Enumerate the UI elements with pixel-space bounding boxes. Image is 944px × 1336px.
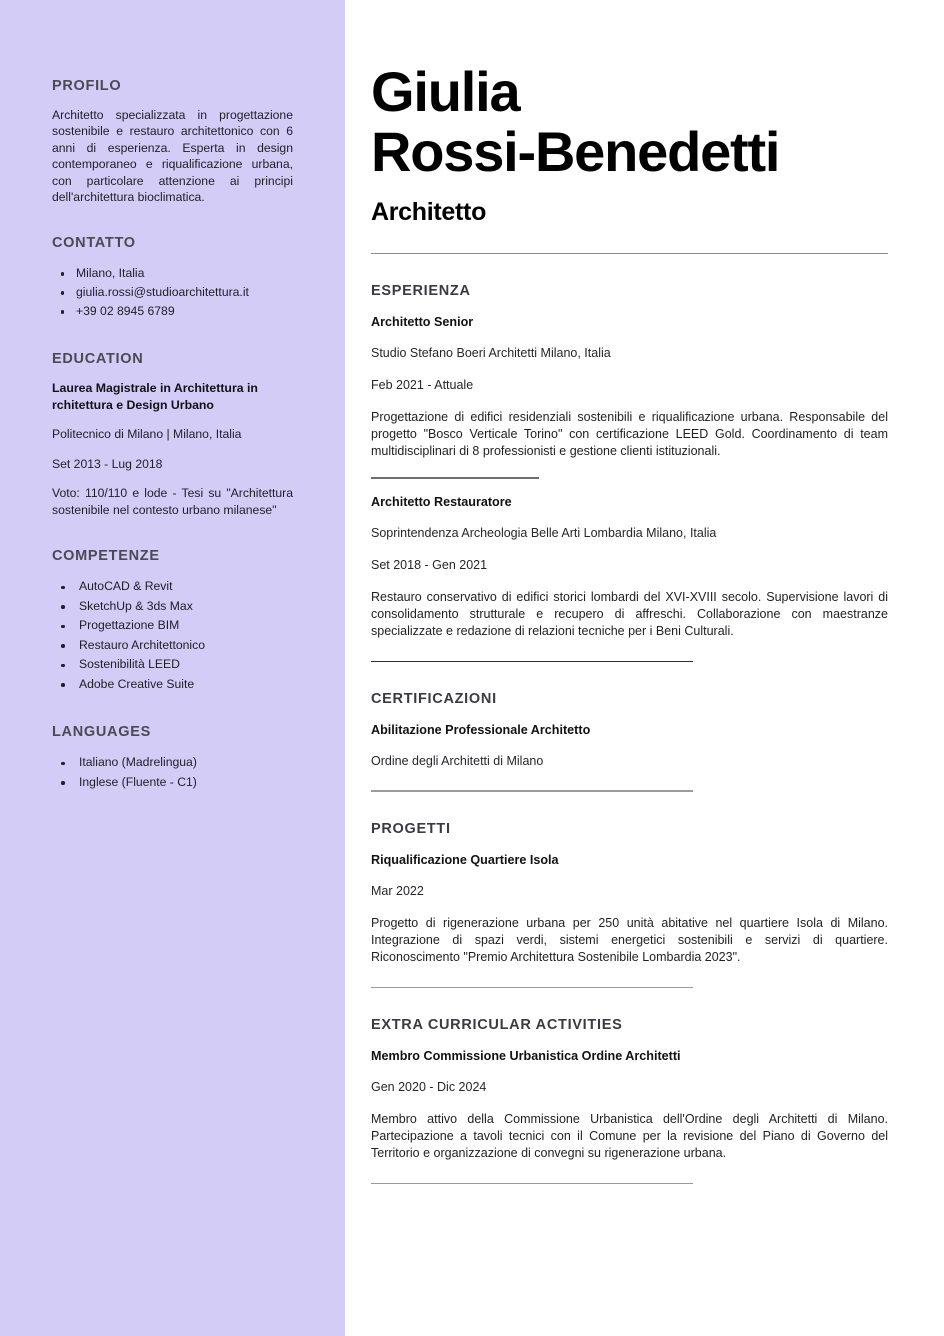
section-esperienza [371,283,888,662]
certification-title: Abilitazione Professionale Architetto [371,723,591,738]
job-title: Architetto Restauratore [371,494,512,509]
list-item: Inglese (Fluente - C1) [52,773,293,793]
competenze-heading: COMPETENZE [52,548,160,565]
sidebar [0,0,345,1336]
languages-list [52,753,293,792]
languages-heading: LANGUAGES [52,724,151,741]
list-item: Italiano (Madrelingua) [52,753,293,773]
experience-entry [371,315,888,460]
section-languages [52,724,293,792]
job-employer: Studio Stefano Boeri Architetti Milano, Italia [371,346,611,361]
profilo-text: Architetto specializzata in progettazione sostenibile e restauro architettonico con 6 anni di esperienza. Esperta in design contemporaneo e riqualificazione urbana, con particolare attenzione ai principi dell'architettura bioclimatica. [52,108,293,205]
project-description: Progetto di rigenerazione urbana per 250 unità abitative nel quartiere Isola di Milano. Integrazione di spazi verdi, sistemi energetici sostenibili e servizi di quartiere. Riconoscimento "Premio Architettura Sostenibile Lombardia 2023". [371,915,888,964]
education-heading: EDUCATION [52,351,144,368]
progetti-heading: PROGETTI [371,820,451,837]
job-dates: Set 2018 - Gen 2021 [371,557,488,572]
list-item: Milano, Italia [52,264,293,283]
extra-title: Membro Commissione Urbanistica Ordine Architetti [371,1048,681,1063]
header-divider [371,253,888,254]
education-detail: Voto: 110/110 e lode - Tesi su "Architettura sostenibile nel contesto urbano milanese" [52,486,293,517]
section-profilo [52,78,293,205]
profilo-heading: PROFILO [52,78,122,94]
project-title: Riqualificazione Quartiere Isola [371,852,559,867]
experience-entry [371,495,888,640]
job-employer: Soprintendenza Archeologia Belle Arti Lombardia Milano, Italia [371,525,717,540]
entry-divider [371,477,539,479]
list-item: +39 02 8945 6789 [52,302,293,321]
section-extra-curricular [371,1017,888,1184]
certification-issuer: Ordine degli Architetti di Milano [371,754,544,769]
list-item: Restauro Architettonico [52,636,293,656]
section-contatto [52,235,293,321]
main-column [345,0,944,1336]
section-divider [371,790,693,791]
last-name: Rossi-Benedetti [371,120,780,183]
education-school: Politecnico di Milano | Milano, Italia [52,427,242,442]
contatto-heading: CONTATTO [52,235,136,252]
education-dates: Set 2013 - Lug 2018 [52,456,163,471]
list-item: Adobe Creative Suite [52,675,293,695]
section-education [52,351,293,518]
project-date: Mar 2022 [371,883,424,898]
section-divider [371,1183,693,1184]
section-divider [371,987,693,988]
page-title [371,62,888,182]
section-divider [371,661,693,663]
extra-dates: Gen 2020 - Dic 2024 [371,1079,487,1094]
education-degree: Laurea Magistrale in Architettura in rchitettura e Design Urbano [52,381,258,412]
list-item: AutoCAD & Revit [52,577,293,597]
first-name: Giulia [371,60,520,123]
job-role: Architetto [371,198,487,226]
skills-list [52,577,293,694]
job-dates: Feb 2021 - Attuale [371,378,474,393]
list-item: SketchUp & 3ds Max [52,597,293,617]
section-competenze [52,548,293,694]
certificazioni-heading: CERTIFICAZIONI [371,691,497,708]
contact-list [52,264,293,321]
extra-curricular-heading: EXTRA CURRICULAR ACTIVITIES [371,1016,623,1033]
section-progetti [371,821,888,988]
extra-description: Membro attivo della Commissione Urbanistica dell'Ordine degli Architetti di Milano. Partecipazione a tavoli tecnici con il Comune per la revisione del Piano di Governo del Territorio e organizzazione di convegni su rigenerazione urbana. [371,1111,888,1160]
job-title: Architetto Senior [371,315,474,330]
list-item: Sostenibilità LEED [52,655,293,675]
list-item: giulia.rossi@studioarchitettura.it [52,283,293,302]
section-certificazioni [371,691,888,791]
list-item: Progettazione BIM [52,616,293,636]
job-description: Restauro conservativo di edifici storici lombardi del XVI-XVIII secolo. Supervisione lavori di consolidamento strutturale e recupero di affreschi. Collaborazione con maestranze specializzate e redazione di relazioni tecniche per i Beni Culturali. [371,589,888,638]
job-description: Progettazione di edifici residenziali sostenibili e riqualificazione urbana. Responsabile del progetto "Bosco Verticale Torino" con certificazione LEED Gold. Coordinamento di team multidisciplinari di 8 professionisti e gestione clienti istituzionali. [371,410,888,459]
esperienza-heading: ESPERIENZA [371,283,471,300]
